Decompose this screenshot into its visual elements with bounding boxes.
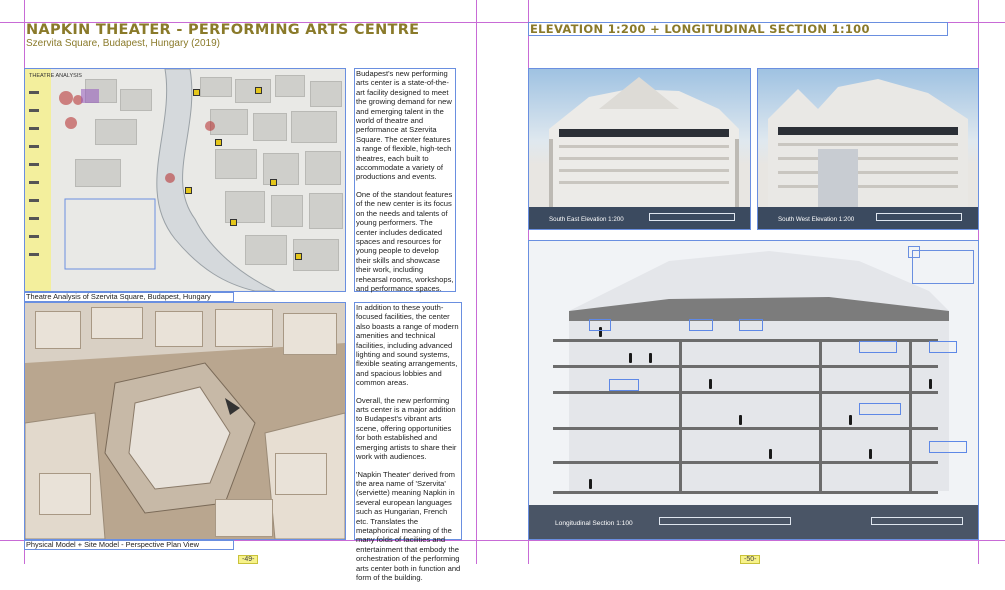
theatre-location-marker	[270, 179, 277, 186]
longitudinal-section	[529, 241, 978, 539]
theatre-cluster-marker	[65, 117, 77, 129]
theatre-cluster-marker	[59, 91, 73, 105]
model-building	[215, 309, 273, 347]
model-building	[35, 311, 81, 349]
person-figure	[849, 415, 852, 425]
scale-bar	[876, 213, 962, 221]
city-block	[305, 151, 341, 185]
paragraph: One of the standout features of the new center is its focus on the needs and talents of young performers. The center includes dedicated spaces and resources for young people to develop their skills and showcase their work, including rehearsal rooms, workshops, and performance spaces.	[356, 189, 454, 293]
model-caption: Physical Model + Site Model - Perspective Plan View	[26, 540, 200, 549]
annotation-box	[929, 341, 957, 353]
city-block	[120, 89, 152, 111]
person-figure	[589, 479, 592, 489]
elevation-building	[758, 69, 978, 229]
model-building	[275, 453, 327, 495]
theatre-location-marker	[215, 139, 222, 146]
person-figure	[649, 353, 652, 363]
paragraph: Overall, the new performing arts center is a major addition to Budapest's vibrant arts scene, offering opportunities for both established and emerging artists to share their work with audiences.	[356, 395, 457, 462]
city-block	[291, 111, 337, 143]
floor-slab	[553, 461, 938, 464]
annotation-box	[689, 319, 713, 331]
body-text-2	[356, 303, 461, 590]
person-figure	[629, 353, 632, 363]
north-arrow-frame	[908, 246, 920, 258]
map-legend-title: THEATRE ANALYSIS	[29, 73, 82, 79]
theatre-location-marker	[193, 89, 200, 96]
theatre-location-marker	[295, 253, 302, 260]
floor-slab	[553, 365, 938, 368]
theatre-location-marker	[255, 87, 262, 94]
person-figure	[739, 415, 742, 425]
paragraph: Budapest's new performing arts center is a state-of-the-art facility designed to meet the growing demand for new and emerging talent in the world of theatre and performance at Szervita Square. The center features a range of flexible, high-tech theatres, each built to accommodate a variety of productions and events.	[356, 69, 452, 182]
model-building	[91, 307, 143, 339]
annotation-box	[929, 441, 967, 453]
page-title-right: ELEVATION 1:200 + LONGITUDINAL SECTION 1:100	[530, 22, 870, 36]
theatre-location-marker	[185, 187, 192, 194]
person-figure	[769, 449, 772, 459]
person-figure	[709, 379, 712, 389]
model-building	[283, 313, 337, 355]
wall	[679, 339, 682, 491]
model-building	[215, 499, 273, 537]
city-block	[310, 81, 342, 107]
physical-model-photo	[25, 303, 345, 539]
theatre-zone-marker	[81, 89, 99, 103]
page-subtitle-left: Szervita Square, Budapest, Hungary (2019)	[26, 38, 220, 49]
page-number-right: -50-	[740, 555, 760, 564]
elevation-2-caption: South West Elevation 1:200	[778, 216, 855, 223]
theatre-cluster-marker	[205, 121, 215, 131]
city-block	[95, 119, 137, 145]
floor-slab	[553, 391, 938, 394]
model-building	[155, 311, 203, 347]
floor-slab	[553, 491, 938, 494]
annotation-box	[589, 319, 611, 331]
city-block	[263, 153, 299, 185]
person-figure	[929, 379, 932, 389]
south-east-elevation	[529, 69, 750, 229]
wall	[819, 339, 822, 491]
elevation-building	[529, 69, 750, 229]
city-block	[200, 77, 232, 97]
scale-bar	[871, 517, 963, 525]
city-block	[245, 235, 287, 265]
model-building	[39, 473, 91, 515]
annotation-box	[859, 341, 897, 353]
elevation-1-caption: South East Elevation 1:200	[549, 216, 624, 223]
paragraph: In addition to these youth-focused facilities, the center also boasts a range of modern amenities and technical facilities, including advanced lighting and sound systems, flexible seating arrangements, and spacious lobbies and common areas.	[356, 303, 459, 388]
theatre-cluster-marker	[165, 173, 175, 183]
map-caption: Theatre Analysis of Szervita Square, Budapest, Hungary	[26, 292, 211, 301]
site-analysis-map	[25, 69, 345, 291]
south-west-elevation	[758, 69, 978, 229]
city-block	[75, 159, 121, 187]
key-plan-frame[interactable]	[912, 250, 974, 284]
annotation-box	[739, 319, 763, 331]
city-block	[309, 193, 343, 229]
paragraph: 'Napkin Theater' derived from the area name of 'Szervita' (serviette) meaning Napkin in several european languages such as Hungarian, French etc. Translates the metaphorical meaning of the many folds of facilities and entertainment that embody the orchestration of the performing arts center both in function and form of the building.	[356, 469, 461, 582]
city-block	[271, 195, 303, 227]
scale-bar	[659, 517, 791, 525]
page-number-left: -49-	[238, 555, 258, 564]
annotation-box	[609, 379, 639, 391]
page-title-left: NAPKIN THEATER - PERFORMING ARTS CENTRE	[26, 22, 420, 38]
guide-spine-left	[476, 0, 477, 564]
city-block	[215, 149, 257, 179]
body-text-1	[356, 69, 455, 301]
city-block	[210, 109, 248, 135]
wall	[909, 339, 912, 491]
person-figure	[869, 449, 872, 459]
scale-bar	[649, 213, 735, 221]
city-block	[275, 75, 305, 97]
theatre-location-marker	[230, 219, 237, 226]
annotation-box	[859, 403, 901, 415]
section-caption: Longitudinal Section 1:100	[555, 520, 633, 527]
floor-slab	[553, 427, 938, 430]
city-block	[235, 79, 271, 103]
city-block	[253, 113, 287, 141]
